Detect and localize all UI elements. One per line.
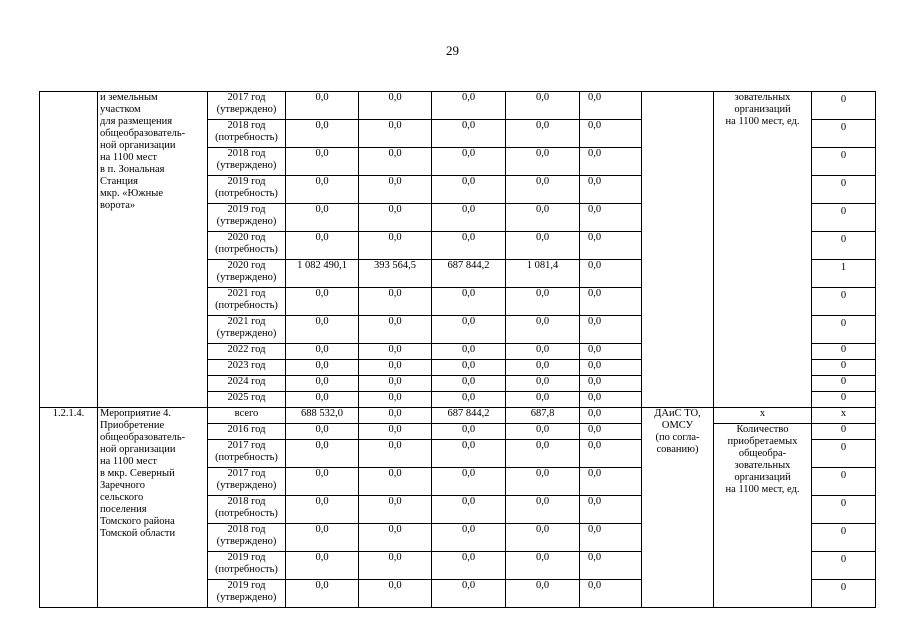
- value-cell: 0,0: [432, 120, 506, 148]
- indicator-cell: [714, 92, 812, 408]
- item-name-line: ной организации: [100, 444, 176, 455]
- value-cell: 0,0: [286, 148, 359, 176]
- value-cell: 0,0: [359, 424, 432, 440]
- value-cell: 0,0: [432, 360, 506, 376]
- year-label: 2016 год: [227, 424, 266, 435]
- value-cell: 688 532,0: [286, 408, 359, 424]
- plan-value-cell: 0: [812, 552, 876, 580]
- plan-value-cell: 0: [812, 580, 876, 608]
- plan-value-cell: 0: [812, 344, 876, 360]
- year-label: 2025 год: [227, 392, 266, 403]
- value-cell: 0,0: [286, 232, 359, 260]
- plan-value-cell: 0: [812, 204, 876, 232]
- item-name-line: общеобразователь-: [100, 432, 186, 443]
- value-cell: 0,0: [432, 468, 506, 496]
- value-cell: 0,0: [432, 232, 506, 260]
- year-cell: [208, 148, 286, 176]
- value-cell: 0,0: [359, 204, 432, 232]
- indicator-line: общеобра-: [738, 448, 787, 459]
- plan-value-cell: 0: [812, 232, 876, 260]
- year-cell: [208, 552, 286, 580]
- indicator-line: организаций: [734, 104, 791, 115]
- year-label: 2024 год: [227, 376, 266, 387]
- value-cell: 0,0: [580, 408, 642, 424]
- value-cell: 0,0: [359, 232, 432, 260]
- year-cell: [208, 496, 286, 524]
- value-cell: 0,0: [359, 392, 432, 408]
- value-cell: 0,0: [506, 148, 580, 176]
- year-label: 2021 год: [227, 316, 266, 327]
- value-cell: 687 844,2: [432, 408, 506, 424]
- year-cell: [208, 176, 286, 204]
- value-cell: 0,0: [359, 580, 432, 608]
- value-cell: 0,0: [286, 316, 359, 344]
- year-label: (потребность): [215, 564, 278, 575]
- value-cell: 0,0: [359, 408, 432, 424]
- item-name-cell: [98, 92, 208, 408]
- value-cell: 0,0: [359, 120, 432, 148]
- value-cell: 0,0: [359, 92, 432, 120]
- year-cell: [208, 408, 286, 424]
- value-cell: 0,0: [580, 316, 642, 344]
- item-number-cell: [40, 92, 98, 408]
- executor-line: ОМСУ: [661, 420, 694, 431]
- item-name-line: в п. Зональная: [100, 164, 165, 175]
- value-cell: 0,0: [359, 148, 432, 176]
- value-cell: 0,0: [580, 92, 642, 120]
- value-cell: 0,0: [506, 92, 580, 120]
- year-label: (утверждено): [216, 328, 277, 339]
- item-number-cell: 1.2.1.4.: [40, 408, 98, 608]
- value-cell: 0,0: [286, 468, 359, 496]
- plan-value-cell: 0: [812, 176, 876, 204]
- year-label: 2018 год: [227, 148, 266, 159]
- value-cell: 0,0: [286, 120, 359, 148]
- year-label: 2017 год: [227, 92, 266, 103]
- year-cell: [208, 260, 286, 288]
- plan-value-cell: 0: [812, 524, 876, 552]
- value-cell: 0,0: [432, 440, 506, 468]
- year-cell: [208, 376, 286, 392]
- value-cell: 0,0: [580, 580, 642, 608]
- value-cell: 0,0: [580, 204, 642, 232]
- year-cell: [208, 120, 286, 148]
- year-label: 2018 год: [227, 496, 266, 507]
- value-cell: 0,0: [432, 316, 506, 344]
- value-cell: 0,0: [506, 440, 580, 468]
- item-name-line: общеобразователь-: [100, 128, 186, 139]
- value-cell: 0,0: [580, 288, 642, 316]
- value-cell: 0,0: [286, 176, 359, 204]
- value-cell: 0,0: [580, 360, 642, 376]
- item-name-line: сельского: [100, 492, 144, 503]
- item-name-line: на 1100 мест: [100, 152, 157, 163]
- value-cell: 0,0: [580, 148, 642, 176]
- year-label: 2023 год: [227, 360, 266, 371]
- year-cell: [208, 424, 286, 440]
- value-cell: 393 564,5: [359, 260, 432, 288]
- value-cell: 0,0: [286, 392, 359, 408]
- value-cell: 0,0: [432, 92, 506, 120]
- value-cell: 0,0: [286, 524, 359, 552]
- value-cell: 0,0: [359, 288, 432, 316]
- year-label: 2018 год: [227, 524, 266, 535]
- value-cell: 0,0: [506, 204, 580, 232]
- year-label: 2022 год: [227, 344, 266, 355]
- year-label: (утверждено): [216, 592, 277, 603]
- value-cell: 0,0: [359, 468, 432, 496]
- value-cell: 0,0: [506, 524, 580, 552]
- plan-value-cell: 1: [812, 260, 876, 288]
- value-cell: 0,0: [359, 360, 432, 376]
- plan-value-cell: 0: [812, 424, 876, 440]
- year-label: (потребность): [215, 132, 278, 143]
- program-table: [39, 91, 876, 608]
- value-cell: 0,0: [506, 120, 580, 148]
- value-cell: 0,0: [506, 496, 580, 524]
- year-label: 2017 год: [227, 440, 266, 451]
- value-cell: 0,0: [506, 392, 580, 408]
- value-cell: 0,0: [359, 316, 432, 344]
- value-cell: 0,0: [580, 176, 642, 204]
- indicator-line: зовательных: [734, 460, 791, 471]
- value-cell: 0,0: [359, 496, 432, 524]
- plan-value-cell: 0: [812, 360, 876, 376]
- value-cell: 0,0: [286, 344, 359, 360]
- value-cell: 0,0: [506, 232, 580, 260]
- executor-line: сованию): [656, 444, 699, 455]
- plan-value-cell: 0: [812, 392, 876, 408]
- executor-line: (по согла-: [655, 432, 700, 443]
- value-cell: 0,0: [506, 176, 580, 204]
- year-label: (потребность): [215, 508, 278, 519]
- year-label: (потребность): [215, 244, 278, 255]
- item-name-line: Станция: [100, 176, 138, 187]
- value-cell: 0,0: [359, 344, 432, 360]
- year-label: 2019 год: [227, 552, 266, 563]
- year-label: 2020 год: [227, 260, 266, 271]
- item-name-line: ворота»: [100, 200, 136, 211]
- item-name-line: Томской области: [100, 528, 176, 539]
- value-cell: 0,0: [432, 392, 506, 408]
- plan-value-cell: 0: [812, 496, 876, 524]
- item-name-line: и земельным: [100, 92, 158, 103]
- page-number: 29: [446, 43, 459, 58]
- value-cell: 687,8: [506, 408, 580, 424]
- value-cell: 0,0: [580, 120, 642, 148]
- item-name-line: Заречного: [100, 480, 146, 491]
- value-cell: 0,0: [506, 580, 580, 608]
- value-cell: 0,0: [580, 440, 642, 468]
- value-cell: 0,0: [580, 552, 642, 580]
- year-label: 2019 год: [227, 204, 266, 215]
- value-cell: 0,0: [432, 424, 506, 440]
- indicator-line: зовательных: [734, 92, 791, 103]
- year-label: (потребность): [215, 452, 278, 463]
- value-cell: 0,0: [432, 204, 506, 232]
- value-cell: 0,0: [359, 376, 432, 392]
- year-label: 2017 год: [227, 468, 266, 479]
- item-name-line: для размещения: [100, 116, 173, 127]
- value-cell: 0,0: [506, 376, 580, 392]
- value-cell: 0,0: [432, 580, 506, 608]
- item-name-line: в мкр. Северный: [100, 468, 175, 479]
- plan-value-cell: 0: [812, 316, 876, 344]
- indicator-line: организаций: [734, 472, 791, 483]
- executor-cell: [642, 408, 714, 608]
- item-name-line: поселения: [100, 504, 147, 515]
- year-label: 2019 год: [227, 580, 266, 591]
- value-cell: 0,0: [506, 424, 580, 440]
- plan-value-cell: 0: [812, 468, 876, 496]
- executor-cell: [642, 92, 714, 408]
- year-label: 2018 год: [227, 120, 266, 131]
- item-name-line: Мероприятие 4.: [100, 408, 172, 419]
- year-label: (потребность): [215, 300, 278, 311]
- plan-value-cell: 0: [812, 440, 876, 468]
- year-label: (утверждено): [216, 272, 277, 283]
- value-cell: 0,0: [286, 440, 359, 468]
- year-cell: [208, 580, 286, 608]
- value-cell: 0,0: [286, 204, 359, 232]
- value-cell: 0,0: [286, 580, 359, 608]
- value-cell: 0,0: [432, 176, 506, 204]
- year-label: (утверждено): [216, 480, 277, 491]
- indicator-cell: [714, 424, 812, 608]
- year-cell: [208, 360, 286, 376]
- value-cell: 0,0: [359, 176, 432, 204]
- indicator-cell: х: [714, 408, 812, 424]
- value-cell: 0,0: [286, 360, 359, 376]
- value-cell: 0,0: [506, 552, 580, 580]
- year-cell: [208, 440, 286, 468]
- value-cell: 0,0: [432, 376, 506, 392]
- indicator-line: Количество: [736, 424, 789, 435]
- value-cell: 0,0: [286, 496, 359, 524]
- year-cell: [208, 204, 286, 232]
- year-cell: [208, 92, 286, 120]
- year-label: 2021 год: [227, 288, 266, 299]
- value-cell: 0,0: [580, 496, 642, 524]
- table-row-total: [40, 408, 876, 424]
- plan-value-cell: 0: [812, 120, 876, 148]
- value-cell: 0,0: [580, 344, 642, 360]
- value-cell: 0,0: [506, 344, 580, 360]
- value-cell: 0,0: [580, 260, 642, 288]
- value-cell: 0,0: [432, 524, 506, 552]
- value-cell: 0,0: [286, 376, 359, 392]
- year-label: (утверждено): [216, 160, 277, 171]
- value-cell: 0,0: [506, 468, 580, 496]
- item-name-line: участком: [100, 104, 141, 115]
- value-cell: 0,0: [432, 344, 506, 360]
- value-cell: 0,0: [432, 552, 506, 580]
- value-cell: 0,0: [580, 376, 642, 392]
- year-label: (утверждено): [216, 216, 277, 227]
- value-cell: 0,0: [359, 440, 432, 468]
- table-row: [40, 92, 876, 120]
- item-name-cell: [98, 408, 208, 608]
- value-cell: 0,0: [580, 232, 642, 260]
- value-cell: 0,0: [580, 392, 642, 408]
- plan-value-cell: 0: [812, 288, 876, 316]
- item-name-line: мкр. «Южные: [100, 188, 164, 199]
- value-cell: 0,0: [506, 316, 580, 344]
- item-name-line: на 1100 мест: [100, 456, 157, 467]
- year-label: (утверждено): [216, 536, 277, 547]
- indicator-line: на 1100 мест, ед.: [725, 484, 800, 495]
- value-cell: 0,0: [580, 424, 642, 440]
- value-cell: 0,0: [580, 468, 642, 496]
- value-cell: 0,0: [580, 524, 642, 552]
- item-name-line: ной организации: [100, 140, 176, 151]
- value-cell: 0,0: [506, 288, 580, 316]
- value-cell: 0,0: [286, 92, 359, 120]
- item-name-line: Томского района: [100, 516, 175, 527]
- year-label: (утверждено): [216, 104, 277, 115]
- plan-value-cell: 0: [812, 376, 876, 392]
- value-cell: 1 082 490,1: [286, 260, 359, 288]
- value-cell: 1 081,4: [506, 260, 580, 288]
- value-cell: 0,0: [432, 496, 506, 524]
- value-cell: 687 844,2: [432, 260, 506, 288]
- indicator-line: приобретаемых: [727, 436, 798, 447]
- year-label: (потребность): [215, 188, 278, 199]
- year-cell: [208, 288, 286, 316]
- value-cell: 0,0: [286, 288, 359, 316]
- value-cell: 0,0: [359, 552, 432, 580]
- indicator-line: на 1100 мест, ед.: [725, 116, 800, 127]
- year-cell: [208, 468, 286, 496]
- plan-value-cell: 0: [812, 92, 876, 120]
- value-cell: 0,0: [506, 360, 580, 376]
- year-cell: [208, 392, 286, 408]
- year-cell: [208, 232, 286, 260]
- year-label: 2020 год: [227, 232, 266, 243]
- value-cell: 0,0: [286, 552, 359, 580]
- value-cell: 0,0: [359, 524, 432, 552]
- year-label: всего: [234, 408, 259, 419]
- value-cell: 0,0: [432, 148, 506, 176]
- year-label: 2019 год: [227, 176, 266, 187]
- year-cell: [208, 316, 286, 344]
- executor-line: ДАиС ТО,: [654, 408, 701, 419]
- item-name-line: Приобретение: [100, 420, 165, 431]
- value-cell: 0,0: [432, 288, 506, 316]
- year-cell: [208, 524, 286, 552]
- plan-value-cell: 0: [812, 148, 876, 176]
- value-cell: 0,0: [286, 424, 359, 440]
- year-cell: [208, 344, 286, 360]
- plan-value-cell: х: [812, 408, 876, 424]
